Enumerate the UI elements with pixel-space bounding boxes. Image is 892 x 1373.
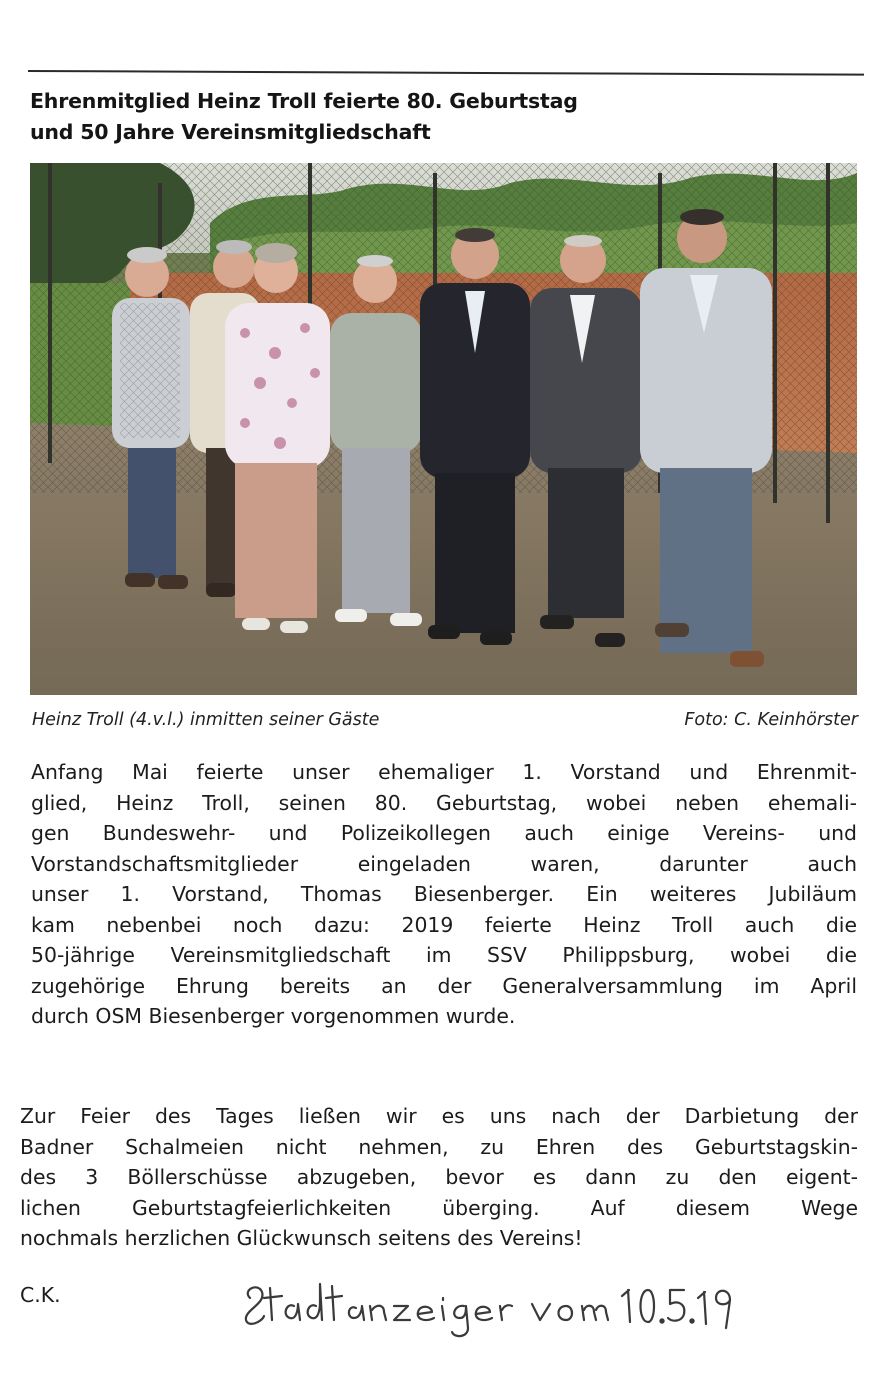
author-signature: C.K.: [20, 1283, 61, 1307]
text-line: Vorstandschaftsmitglieder eingeladen waren, darunter auch: [31, 851, 857, 876]
text-line: Badner Schalmeien nicht nehmen, zu Ehren des Geburtstagskin-: [20, 1134, 858, 1159]
article-paragraph-2: [20, 1101, 858, 1254]
photo-caption: [32, 710, 858, 736]
text-line: zugehörige Ehrung bereits an der Generalversammlung im April: [31, 973, 857, 998]
text-line: Zur Feier des Tages ließen wir es uns nach der Darbietung der: [20, 1104, 858, 1128]
text-line: Anfang Mai feierte unser ehemaliger 1. Vorstand und Ehrenmit-: [31, 760, 857, 784]
text-line: des 3 Böllerschüsse abzugeben, bevor es dann zu den eigent-: [20, 1165, 858, 1189]
text-line: gen Bundeswehr- und Polizeikollegen auch einige Vereins- und: [31, 821, 857, 845]
headline-line-2: und 50 Jahre Vereinsmitgliedschaft: [30, 120, 431, 144]
text-line: lichen Geburtstagfeierlichkeiten überging. Auf diesem Wege: [20, 1195, 858, 1220]
group-photo-illustration: [30, 163, 857, 695]
headline-line-1: Ehrenmitglied Heinz Troll feierte 80. Geburtstag: [30, 89, 578, 113]
text-line: kam nebenbei noch dazu: 2019 feierte Heinz Troll auch die: [31, 912, 857, 937]
handwriting-scribble: [236, 1276, 736, 1346]
text-line: 50-jährige Vereinsmitgliedschaft im SSV Philippsburg, wobei die: [31, 943, 857, 967]
photo-credit: Foto: C. Keinhörster: [684, 710, 858, 730]
text-line: glied, Heinz Troll, seinen 80. Geburtstag, wobei neben ehemali-: [31, 790, 857, 815]
group-photo: [30, 163, 857, 695]
text-line: nochmals herzlichen Glückwunsch seitens des Vereins!: [20, 1226, 583, 1250]
text-line: unser 1. Vorstand, Thomas Biesenberger. Ein weiteres Jubiläum: [31, 882, 857, 906]
text-line: durch OSM Biesenberger vorgenommen wurde.: [31, 1004, 516, 1028]
handwritten-source-note: [236, 1276, 736, 1346]
top-rule: [28, 70, 864, 76]
article-paragraph-1: [31, 757, 857, 1032]
article-headline: [30, 86, 850, 148]
caption-text: Heinz Troll (4.v.l.) inmitten seiner Gäste: [32, 710, 380, 730]
